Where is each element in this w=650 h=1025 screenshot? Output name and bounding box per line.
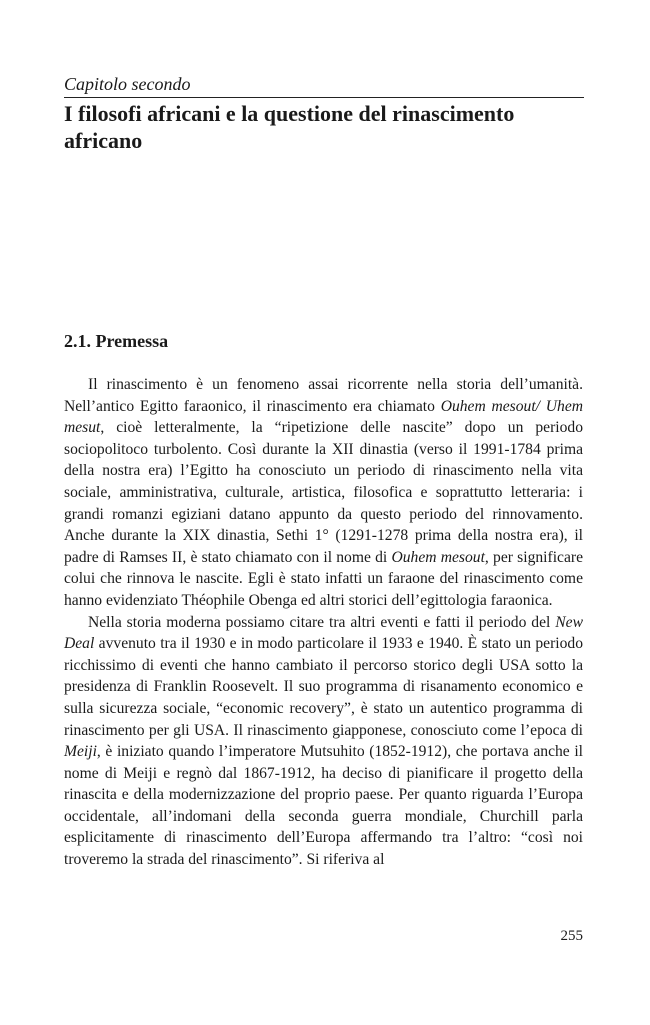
paragraph-2-text-c: , è iniziato quando l’imperatore Mutsuhito (1852-1912), che portava anche il nome di Meiji e regnò dal 1867-1912, ha deciso di pianificare il progetto della rinascita e della modernizzazione del proprio paese. Per quanto riguarda l’Europa occidentale, all’indomani della seconda guerra mondiale, Churchill parla esplicitamente di rinascimento dell’Europa affermando tra l’altro: “così noi troveremo la strada del rinascimento”. Si riferiva al (64, 743, 583, 869)
section-heading: 2.1. Premessa (64, 331, 169, 351)
paragraph-1 (64, 374, 583, 612)
chapter-title: I filosofi africani e la questione del rinascimento africano (64, 101, 515, 153)
paragraph-2-text-a: Nella storia moderna possiamo citare tra altri eventi e fatti il periodo del (88, 613, 556, 631)
paragraph-1-italic-a: Ouhem mesout/ Uhem mesut (64, 397, 583, 437)
paragraph-1-text-c: , per significare colui che rinnova le nascite. Egli è stato infatti un faraone del rinascimento come hanno evidenziato Théophile Obenga ed altri storici dell’egittologia faraonica. (64, 548, 583, 609)
paragraph-2-text-b: avvenuto tra il 1930 e in modo particolare il 1933 e 1940. È stato un periodo ricchissimo di eventi che hanno cambiato il percorso storico degli USA sotto la presidenza di Franklin Roosevelt. Il suo programma di risanamento economico e sulla sicurezza sociale, “economic recovery”, è stato un autentico programma di rinascimento per gli USA. Il rinascimento giapponese, conosciuto come l’epoca di (64, 635, 583, 739)
page-number: 255 (560, 928, 583, 944)
chapter-label: Capitolo secondo (64, 74, 191, 94)
paragraph-2-italic-b: Meiji (64, 743, 97, 761)
paragraph-2-italic-a: New Deal (64, 613, 583, 653)
paragraph-1-text-b: , cioè letteralmente, la “ripetizione delle nascite” dopo un periodo sociopolitoco turbolento. Così durante la XII dinastia (verso il 1991-1784 prima della nostra era) l’Egitto ha conosciuto un periodo di rinascimento nella vita sociale, amministrativa, culturale, artistica, filosofica e soprattutto letteraria: i grandi romanzi egiziani datano appunto da questo periodo del rinnovamento. Anche durante la XIX dinastia, Sethi 1° (1291-1278 prima della nostra era), il padre di Ramses II, è stato chiamato con il nome di (64, 419, 583, 566)
header-rule (64, 97, 584, 98)
paragraph-1-italic-b: Ouhem mesout (391, 548, 485, 566)
paragraph-1-text-a: Il rinascimento è un fenomeno assai ricorrente nella storia dell’umanità. Nell’antico Egitto faraonico, il rinascimento era chiamato (64, 376, 583, 415)
body-text (64, 374, 583, 871)
paragraph-2 (64, 612, 583, 871)
